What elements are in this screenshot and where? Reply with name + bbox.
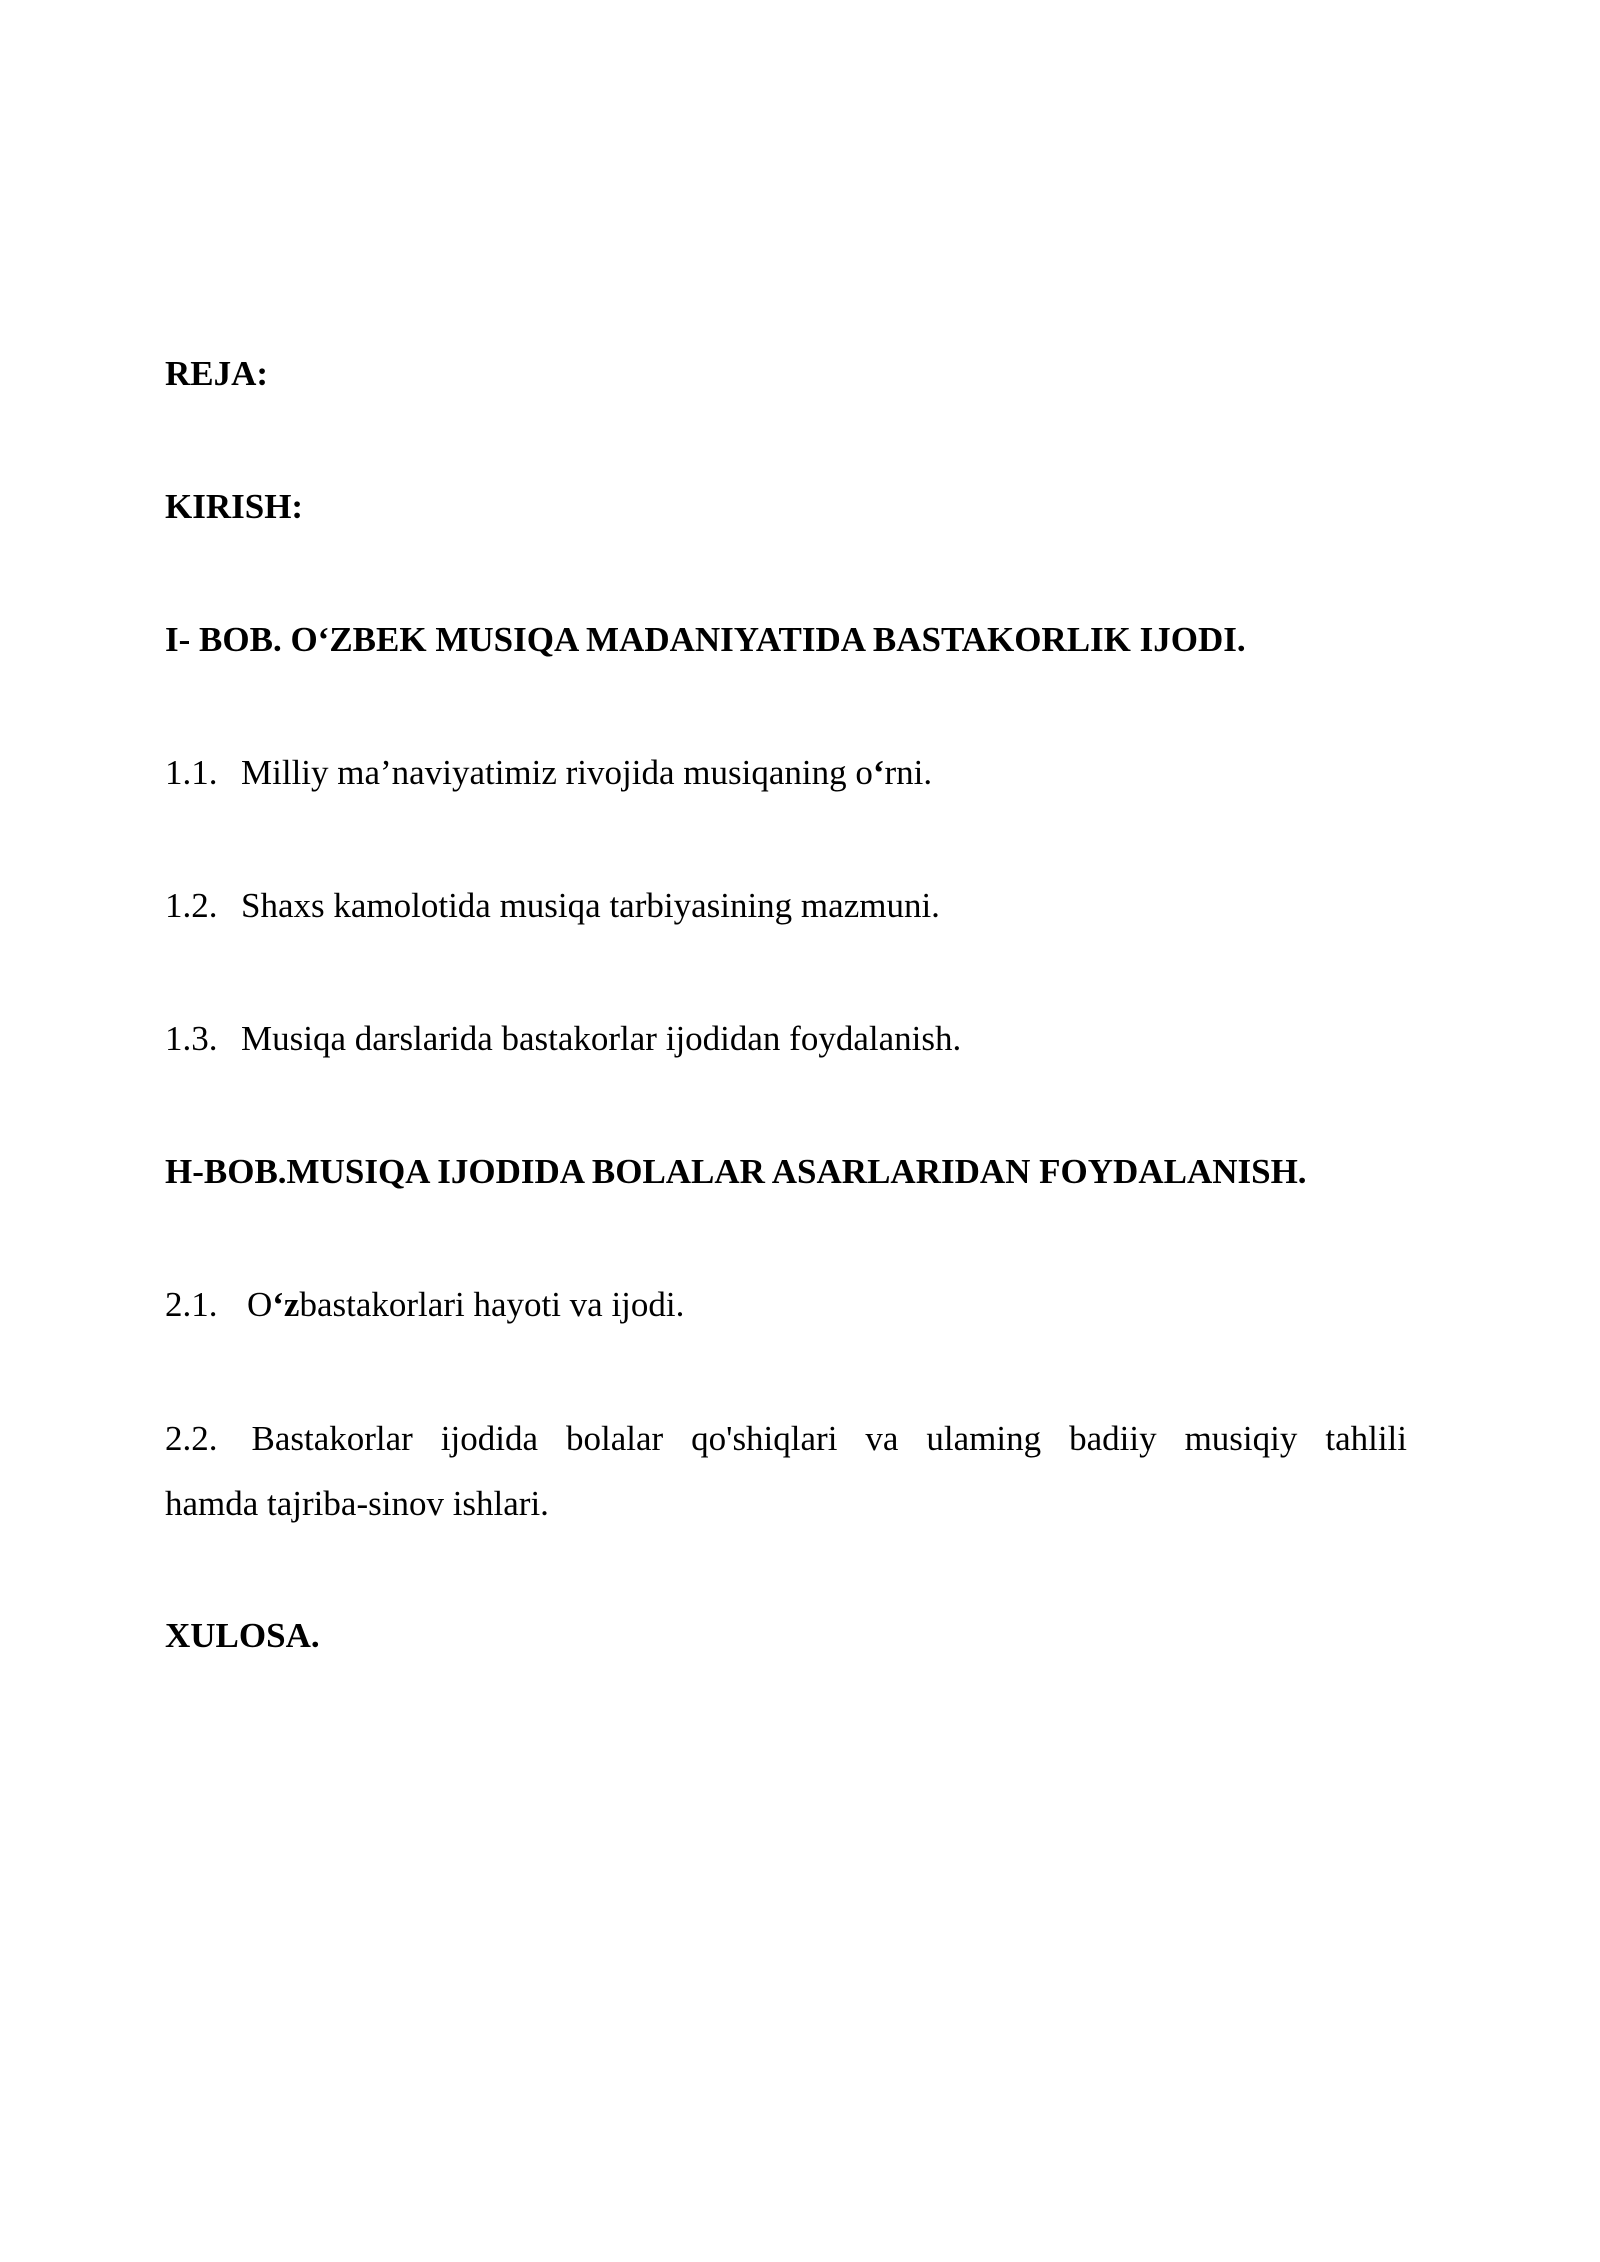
toc-item-text-part: O — [247, 1285, 273, 1324]
toc-item-number: 1.2. — [165, 886, 218, 925]
toc-item-text: Musiqa darslarida bastakorlar ijodidan foydalanish. — [241, 1019, 962, 1058]
intro-heading: KIRISH: — [165, 487, 304, 526]
plan-title: REJA: — [165, 354, 269, 393]
toc-item-1-2 — [165, 886, 940, 926]
toc-item-text-part: rni. — [884, 753, 933, 792]
conclusion-heading: XULOSA. — [165, 1616, 320, 1655]
toc-item-number: 2.1. — [165, 1285, 218, 1324]
toc-item-2-2 — [165, 1406, 1407, 1536]
toc-item-text-part: bastakorlari hayoti va ijodi. — [299, 1285, 685, 1324]
toc-item-bold-part: ‘z — [272, 1285, 300, 1324]
toc-item-number: 2.2. — [165, 1419, 218, 1458]
toc-item-1-1 — [165, 753, 932, 793]
toc-item-text-part: Milliy ma’naviyatimiz rivojida musiqaning o — [241, 753, 873, 792]
toc-item-2-1 — [165, 1285, 684, 1325]
toc-item-first-line — [165, 1406, 1407, 1471]
toc-item-1-3 — [165, 1019, 961, 1059]
chapter2-title: H-BOB.MUSIQA IJODIDA BOLALAR ASARLARIDAN FOYDALANISH. — [165, 1152, 1307, 1191]
toc-item-text: Shaxs kamolotida musiqa tarbiyasining mazmuni. — [241, 886, 940, 925]
toc-item-text-line: Bastakorlar ijodida bolalar qo'shiqlari va ulaming badiiy musiqiy tahlili — [251, 1419, 1408, 1458]
toc-item-text-line: hamda tajriba-sinov ishlari. — [165, 1484, 549, 1523]
chapter1-title: I- BOB. O‘ZBEK MUSIQA MADANIYATIDA BASTAKORLIK IJODI. — [165, 620, 1246, 659]
toc-item-bold-mark: ‘ — [872, 753, 885, 792]
toc-item-number: 1.3. — [165, 1019, 218, 1058]
toc-item-number: 1.1. — [165, 753, 218, 792]
